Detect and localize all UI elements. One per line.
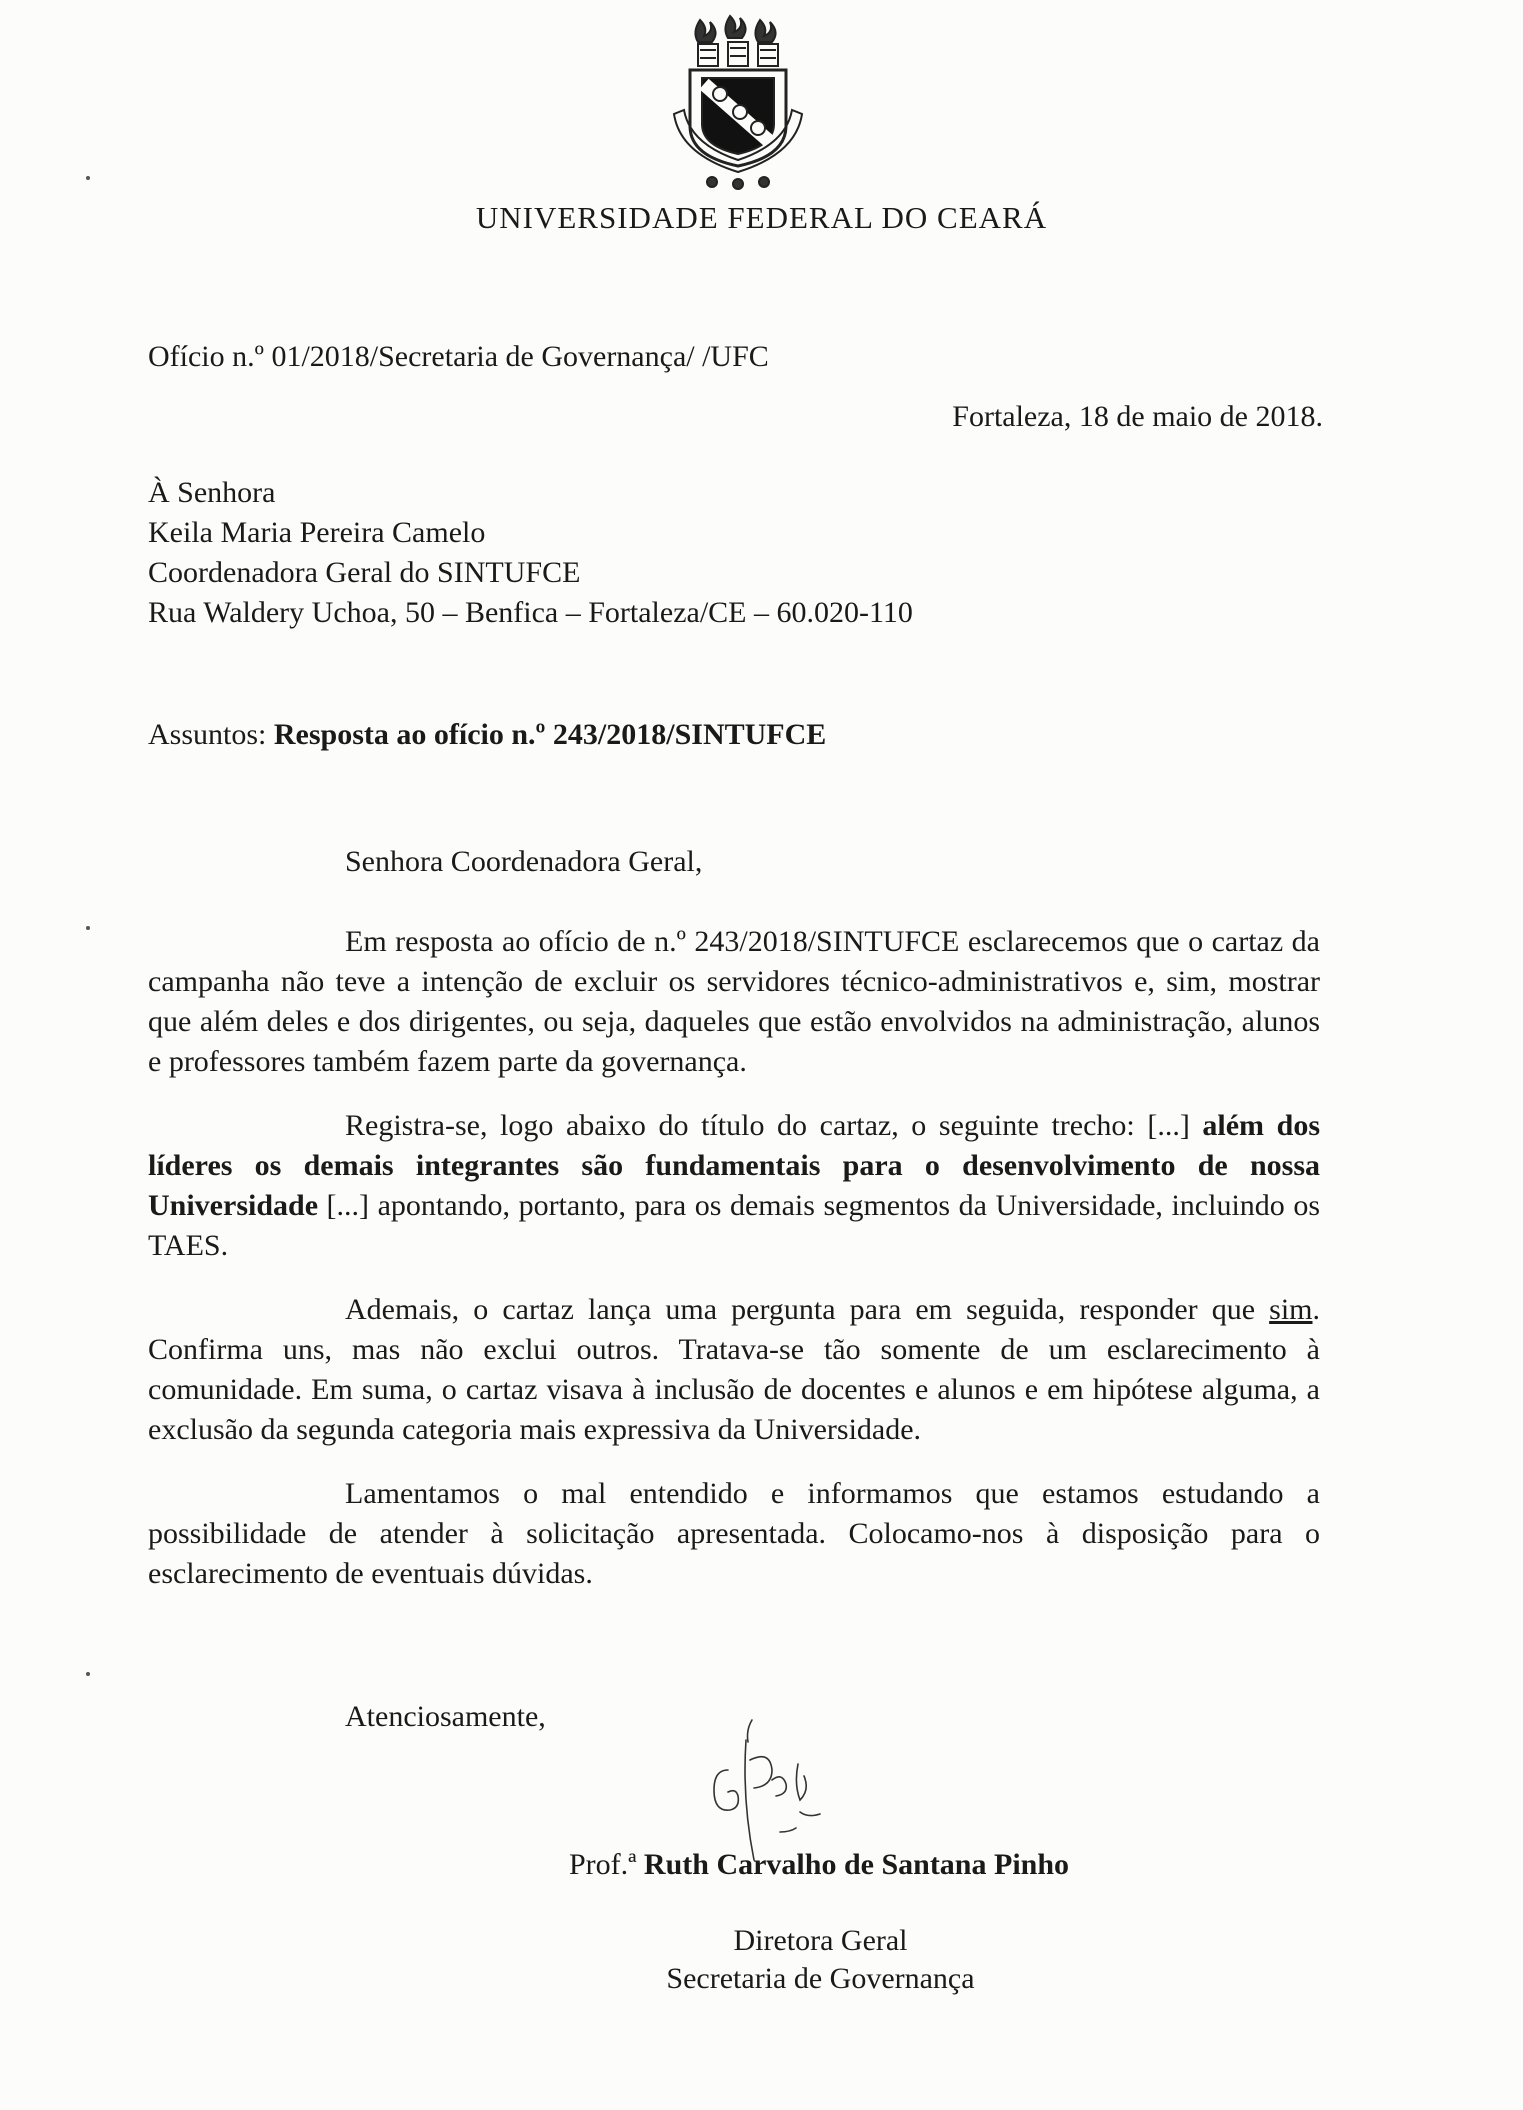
salutation: Senhora Coordenadora Geral, [345, 845, 703, 878]
document-reference: Ofício n.º 01/2018/Secretaria de Governança/ /UFC [148, 340, 769, 373]
recipient-block [148, 473, 913, 633]
paragraph-3-underlined: sim [1269, 1293, 1313, 1326]
closing: Atenciosamente, [345, 1700, 546, 1733]
signer-department: Secretaria de Governança [666, 1962, 975, 1995]
signer-role-block [0, 1922, 1523, 1998]
paragraph-2-start: Registra-se, logo abaixo do título do cartaz, o seguinte trecho: [...] [345, 1109, 1203, 1142]
subject-text: Resposta ao ofício n.º 243/2018/SINTUFCE [273, 718, 827, 751]
paragraph-3 [148, 1290, 1320, 1450]
paragraph-3-start: Ademais, o cartaz lança uma pergunta para em seguida, responder que [345, 1293, 1270, 1326]
signer-role: Diretora Geral [733, 1924, 908, 1957]
signer-name: Ruth Carvalho de Santana Pinho [643, 1848, 1070, 1881]
paragraph-2-quote: além dos líderes os demais integrantes são fundamentais para o desenvolvimento de nossa Universidade [148, 1109, 1320, 1222]
recipient-name: Keila Maria Pereira Camelo [148, 516, 486, 549]
paragraph-3-end: . Confirma uns, mas não exclui outros. Tratava-se tão somente de um esclarecimento à comunidade. Em suma, o cartaz visava à inclusão de docentes e alunos e em hipótese alguma, a exclusão da segunda categoria mais expressiva da Universidade. [148, 1293, 1320, 1446]
signer-line [0, 1848, 1523, 1882]
university-crest-icon [668, 14, 808, 192]
letter-body [148, 922, 1320, 1618]
recipient-address: Rua Waldery Uchoa, 50 – Benfica – Fortaleza/CE – 60.020-110 [148, 596, 913, 629]
scan-speck [86, 926, 90, 930]
scan-speck [86, 176, 90, 180]
subject-label: Assuntos: [148, 718, 267, 751]
paragraph-2-end: [...] apontando, portanto, para os demais segmentos da Universidade, incluindo os TAES. [148, 1189, 1320, 1262]
paragraph-4: Lamentamos o mal entendido e informamos que estamos estudando a possibilidade de atender à solicitação apresentada. Colocamo-nos à disposição para o esclarecimento de eventuais dúvidas. [148, 1477, 1320, 1590]
subject-line [148, 718, 826, 752]
signer-title: Prof.ª [568, 1848, 637, 1881]
document-date: Fortaleza, 18 de maio de 2018. [952, 400, 1323, 433]
scan-speck [86, 1672, 90, 1676]
university-name: UNIVERSIDADE FEDERAL DO CEARÁ [475, 200, 1048, 235]
paragraph-1: Em resposta ao ofício de n.º 243/2018/SINTUFCE esclarecemos que o cartaz da campanha não teve a intenção de excluir os servidores técnico-administrativos e, sim, mostrar que além deles e dos dirigentes, ou seja, daqueles que estão envolvidos na administração, alunos e professores também fazem parte da governança. [148, 925, 1320, 1078]
paragraph-2 [148, 1106, 1320, 1266]
recipient-honorific: À Senhora [148, 476, 276, 509]
handwritten-signature [680, 1700, 860, 1870]
recipient-position: Coordenadora Geral do SINTUFCE [148, 556, 581, 589]
